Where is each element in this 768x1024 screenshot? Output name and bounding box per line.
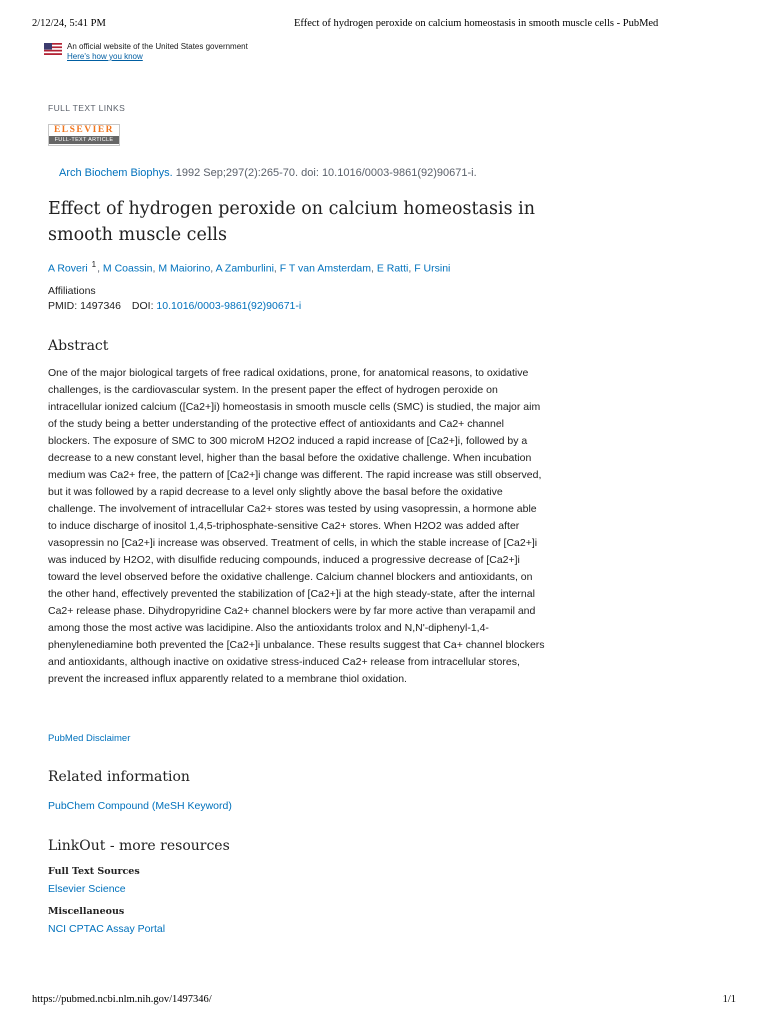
author-link[interactable]: F T van Amsterdam (279, 262, 371, 275)
author-link[interactable]: F Ursini (414, 262, 451, 275)
elsevier-badge-subtitle: FULL-TEXT ARTICLE (49, 136, 119, 144)
miscellaneous-label: Miscellaneous (48, 906, 125, 917)
print-header (32, 18, 736, 32)
print-date: 2/12/24, 5:41 PM (32, 18, 106, 29)
gov-banner-text-block (67, 42, 248, 62)
abstract-heading: Abstract (48, 338, 109, 354)
elsevier-logo-text: ELSEVIER (53, 125, 115, 135)
author-link[interactable]: E Ratti (376, 262, 409, 275)
nci-cptac-assay-portal-link[interactable]: NCI CPTAC Assay Portal (48, 923, 166, 935)
author-link[interactable]: A Roveri (48, 262, 88, 275)
pubchem-compound-link[interactable]: PubChem Compound (MeSH Keyword) (48, 800, 232, 812)
doi-link[interactable]: 10.1016/0003-9861(92)90671-i (156, 300, 302, 312)
article-identifiers (48, 300, 301, 312)
related-information-heading: Related information (48, 769, 190, 785)
print-footer (32, 994, 736, 1008)
author-link[interactable]: M Coassin (102, 262, 153, 275)
citation-details: 1992 Sep;297(2):265-70. doi: 10.1016/0003-9861(92)90671-i. (172, 167, 477, 179)
pubmed-disclaimer-link[interactable]: PubMed Disclaimer (48, 733, 131, 744)
elsevier-full-text-button[interactable] (48, 124, 120, 146)
print-page-number: 1/1 (722, 994, 736, 1005)
affiliation-marker[interactable]: 1 (91, 260, 97, 269)
author-list: A Roveri $^1$, M Coassin, M Maiorino, A Zamburlini, F T van Amsterdam, E Ratti, F Ursini (48, 260, 451, 275)
print-url: https://pubmed.ncbi.nlm.nih.gov/1497346/ (32, 994, 212, 1005)
gov-banner-text: An official website of the United States government (67, 42, 248, 51)
author-link[interactable]: A Zamburlini (215, 262, 274, 275)
author-link[interactable]: M Maiorino (158, 262, 211, 275)
us-flag-icon (44, 43, 62, 55)
elsevier-science-link[interactable]: Elsevier Science (48, 883, 126, 895)
heres-how-you-know-link[interactable]: Here's how you know (67, 52, 143, 61)
full-text-sources-label: Full Text Sources (48, 866, 140, 877)
article-title: Effect of hydrogen peroxide on calcium homeostasis in smooth muscle cells (48, 199, 535, 245)
pmid-label: PMID: (48, 300, 78, 312)
doi-label: DOI: (131, 300, 154, 312)
affiliations-toggle[interactable]: Affiliations (48, 285, 96, 297)
journal-link[interactable]: Arch Biochem Biophys. (59, 167, 173, 179)
full-text-links-label: FULL TEXT LINKS (48, 103, 126, 113)
linkout-heading: LinkOut - more resources (48, 838, 230, 854)
abstract-text: One of the major biological targets of free radical oxidations, prone, for anatomical reasons, to oxidative challenges, is the cardiovascular system. In the present paper the effect of hydrogen peroxide on intracellular ionized calcium ([Ca2+]i) homeostasis in smooth muscle cells (SMC) is studied, the major aim of the study being a better understanding of the protective effect of antioxidants and Ca2+ channel blockers. The exposure of SMC to 300 microM H2O2 induced a rapid increase of [Ca2+]i, followed by a decrease to a new constant level, higher than the basal before the oxidative challenge. When incubation medium was Ca2+ free, the pattern of [Ca2+]i change was different. The rapid increase was still observed, but it was followed by a rapid decrease to a level only slightly above the basal before the oxidative challenge. The involvement of intracellular Ca2+ stores was tested by using vasopressin, a hormone able to induce discharge of inositol 1,4,5-triphosphate-sensitive Ca2+ stores. When H2O2 was added after vasopressin no [Ca2+]i increase was observed. Treatment of cells, in which the stable increase of [Ca2+]i was induced by H2O2, with disulfide reducing compounds, induced a progressive decrease of [Ca2+]i toward the level observed before the oxidative challenge. Calcium channel blockers and antioxidants, on the other hand, effectively prevented the stabilization of [Ca2+]i at the high steady-state, after the internal Ca2+ release phase. Dihydropyridine Ca2+ channel blockers were by far more active than verapamil and among those the most active was lacidipine. Also the antioxidants trolox and N,N'-diphenyl-1,4-phenylenediamine both prevented the [Ca2+]i unbalance. These results suggest that Ca+ channel blockers and antioxidants, although inactive on oxidative stress-induced Ca2+ release from intracellular stores, prevent the increased influx apparently related to a membrane thiol oxidation. (48, 367, 545, 685)
citation (59, 167, 477, 179)
print-page-title: Effect of hydrogen peroxide on calcium homeostasis in smooth muscle cells - PubMed (294, 18, 659, 29)
pmid-value: 1497346 (80, 300, 121, 312)
